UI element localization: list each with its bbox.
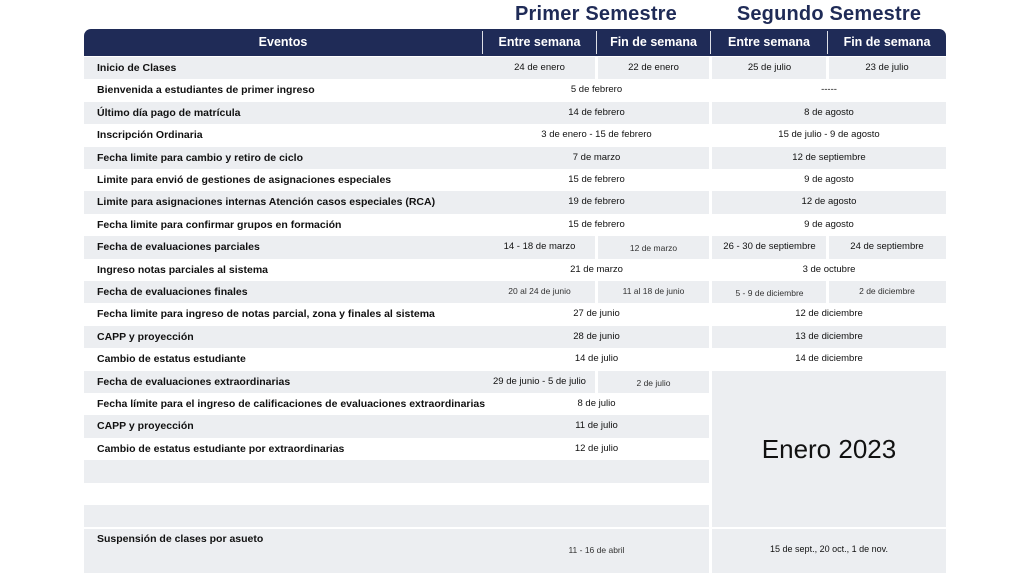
primer-entre-semana-value: 29 de junio - 5 de julio <box>493 375 586 387</box>
event-label: Cambio de estatus estudiante <box>97 353 246 366</box>
primer-fin-semana-value: 22 de enero <box>628 62 679 73</box>
primer-value: 27 de junio <box>573 308 620 320</box>
primer-value: 12 de julio <box>574 442 619 454</box>
cell-divider <box>826 236 829 258</box>
event-label: Fecha de evaluaciones finales <box>97 286 248 298</box>
cell-divider <box>595 371 598 393</box>
primer-value: 5 de febrero <box>570 84 623 96</box>
empty-row <box>84 483 710 505</box>
segundo-value: ----- <box>821 84 837 96</box>
header-entre-semana-primer: Entre semana <box>498 35 581 49</box>
event-label: CAPP y proyección <box>97 330 194 343</box>
primer-value: 8 de julio <box>577 398 616 409</box>
segundo-fin-semana-value: 2 de diciembre <box>859 286 915 296</box>
event-label: Fecha limite para confirmar grupos en formación <box>97 218 342 231</box>
segundo-value: 8 de agosto <box>804 106 854 118</box>
primer-value: 28 de junio <box>573 330 620 342</box>
cell-divider <box>595 281 598 303</box>
header-entre-semana-segundo: Entre semana <box>728 35 810 49</box>
event-label: Fecha limite para cambio y retiro de ciclo <box>97 151 303 164</box>
primer-entre-semana-value: 14 - 18 de marzo <box>503 241 576 253</box>
event-label: Suspensión de clases por asueto <box>97 533 264 546</box>
event-label: Limite para envió de gestiones de asignaciones especiales <box>97 174 392 186</box>
asueto-primer-value: 11 - 16 de abril <box>568 545 625 556</box>
event-label: Fecha de evaluaciones extraordinarias <box>97 375 291 388</box>
segundo-value: 9 de agosto <box>804 174 854 185</box>
cell-divider <box>595 57 598 79</box>
primer-value: 15 de febrero <box>568 218 625 230</box>
segundo-value: 12 de septiembre <box>792 151 866 163</box>
primer-fin-semana-value: 2 de julio <box>636 377 671 388</box>
segundo-value: 3 de octubre <box>802 263 856 275</box>
segundo-value: 12 de diciembre <box>795 308 863 320</box>
event-label: Inscripción Ordinaria <box>97 129 203 142</box>
event-label: CAPP y proyección <box>97 420 194 433</box>
event-label: Fecha de evaluaciones parciales <box>97 241 260 254</box>
cell-divider <box>595 236 598 258</box>
cell-divider <box>826 281 829 303</box>
header-divider <box>710 31 711 54</box>
header-fin-semana-segundo: Fin de semana <box>843 35 931 49</box>
segundo-value: 13 de diciembre <box>795 330 863 342</box>
event-label: Bienvenida a estudiantes de primer ingreso <box>97 84 315 97</box>
event-label: Fecha limite para ingreso de notas parcial, zona y finales al sistema <box>97 308 435 321</box>
primer-value: 3 de enero - 15 de febrero <box>541 129 652 141</box>
segundo-entre-semana-value: 25 de julio <box>747 62 792 73</box>
primer-value: 19 de febrero <box>568 196 625 208</box>
primer-value: 11 de julio <box>575 420 618 432</box>
event-label: Último día pago de matrícula <box>97 106 241 119</box>
primer-semestre-title: Primer Semestre <box>515 3 677 25</box>
segundo-extraordinarias-note: Enero 2023 <box>761 434 897 464</box>
primer-value: 14 de febrero <box>568 106 625 118</box>
primer-value: 14 de julio <box>574 353 619 365</box>
segundo-fin-semana-value: 24 de septiembre <box>850 241 924 253</box>
header-divider <box>827 31 828 54</box>
primer-value: 21 de marzo <box>570 263 623 275</box>
empty-row <box>84 505 710 527</box>
event-label: Fecha límite para el ingreso de calificaciones de evaluaciones extraordinarias <box>97 398 486 410</box>
segundo-entre-semana-value: 26 - 30 de septiembre <box>723 241 816 253</box>
primer-value: 7 de marzo <box>572 151 621 163</box>
primer-value: 15 de febrero <box>568 174 625 185</box>
event-label: Inicio de Clases <box>97 62 177 74</box>
primer-fin-semana-value: 12 de marzo <box>629 243 678 254</box>
segundo-value: 12 de agosto <box>801 196 857 208</box>
event-label: Cambio de estatus estudiante por extraordinarias <box>97 442 345 455</box>
header-divider <box>596 31 597 54</box>
asueto-segundo-value: 15 de sept., 20 oct., 1 de nov. <box>770 544 888 555</box>
segundo-value: 14 de diciembre <box>795 353 863 365</box>
segundo-fin-semana-value: 23 de julio <box>865 62 909 73</box>
segundo-entre-semana-value: 5 - 9 de diciembre <box>735 288 804 298</box>
event-label: Limite para asignaciones internas Atención casos especiales (RCA) <box>97 196 436 209</box>
primer-fin-semana-value: 11 al 18 de junio <box>622 286 685 296</box>
primer-entre-semana-value: 20 al 24 de junio <box>508 286 571 296</box>
header-divider <box>482 31 483 54</box>
segundo-value: 15 de julio - 9 de agosto <box>778 129 880 141</box>
event-label: Ingreso notas parciales al sistema <box>97 263 268 276</box>
segundo-value: 9 de agosto <box>804 218 854 230</box>
header-fin-semana-primer: Fin de semana <box>610 35 697 49</box>
primer-entre-semana-value: 24 de enero <box>514 62 565 73</box>
header-eventos: Eventos <box>258 35 308 49</box>
segundo-semestre-title: Segundo Semestre <box>736 3 922 25</box>
empty-row <box>84 460 710 482</box>
cell-divider <box>826 57 829 79</box>
